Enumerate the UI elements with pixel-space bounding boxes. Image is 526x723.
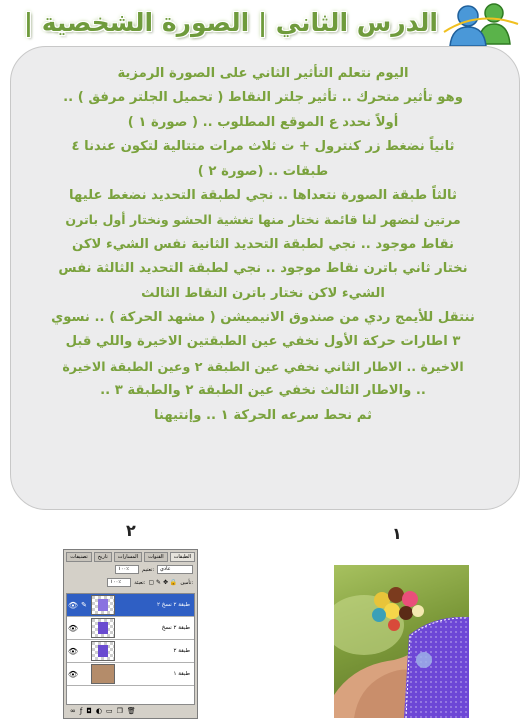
tab-styles[interactable]: تصنيفات: [66, 552, 92, 562]
brush-icon: ✎: [81, 601, 87, 609]
messenger-buddies-icon: [438, 2, 520, 46]
lesson-line: ثانياً نضغط زر كنترول + ت ثلاث مرات متتالية لتكون عندنا ٤: [71, 139, 455, 155]
lesson-line: مرتين لتضهر لنا قائمة نختار منها تغشية الحشو ونختار أول باترن: [65, 212, 461, 228]
layer-name: طبقة ٢ نسخ ٢: [157, 602, 190, 608]
layer-row[interactable]: [67, 594, 194, 617]
lesson-line: ننتقل للأيمج ردي من صندوق الانيميشن ( مشهد الحركة ) .. نسوي: [51, 310, 475, 326]
layer-row[interactable]: [67, 640, 194, 663]
lesson-line: وهو تأثير متحرك .. تأثير جلتر النقاط ( تحميل الجلتر مرفق ) ..: [63, 90, 463, 106]
layer-row[interactable]: [67, 617, 194, 640]
photo-illustration: [334, 565, 469, 718]
tab-history[interactable]: تاريخ: [94, 552, 112, 562]
new-layer-icon[interactable]: ❐: [116, 707, 123, 715]
lesson-line: اليوم نتعلم التأثير الثاني على الصورة الرمزية: [117, 66, 409, 81]
mask-icon[interactable]: ◘: [86, 707, 92, 715]
layer-name: طبقة ٢: [173, 648, 190, 654]
layer-name: طبقة ١: [173, 671, 190, 677]
layers-list: [66, 593, 195, 705]
figure-label-1: ١: [392, 524, 402, 543]
lesson-line: الشيء لاكن نختار باترن النقاط الثالث: [141, 285, 385, 301]
lesson-line: أولاً نحدد ع الموقع المطلوب .. ( صورة ١ ): [127, 114, 399, 130]
adjustment-icon[interactable]: ◐: [95, 707, 102, 715]
lock-icon[interactable]: ▢ ✎ ✥ 🔒: [148, 579, 178, 586]
lock-row: [68, 578, 193, 587]
eye-icon[interactable]: 👁: [67, 669, 79, 679]
link-icon[interactable]: ∞: [70, 707, 76, 715]
layer-row[interactable]: [67, 663, 194, 686]
lesson-line: نختار ثاني باترن نقاط موجود .. نجي لطبقة التحديد الثالثة نفس: [58, 261, 468, 277]
blend-row: [68, 565, 193, 574]
panel-toolbar: [66, 706, 195, 716]
trash-icon[interactable]: 🗑: [126, 707, 136, 715]
lock-label: تأمين:: [180, 579, 193, 586]
opacity-input[interactable]: ١٠٠٪: [115, 565, 139, 574]
figure-label-2: ٢: [126, 521, 136, 540]
fx-icon[interactable]: ƒ: [79, 707, 83, 715]
layer-name: طبقة ٢ نسخ: [161, 625, 190, 631]
figure-2-layers-panel: [63, 549, 198, 719]
panel-tabs: [66, 552, 195, 562]
folder-icon[interactable]: ▭: [105, 707, 113, 715]
lesson-body: [12, 62, 514, 428]
lesson-line: ثم نحط سرعه الحركة ١ .. وإنتيهنا: [153, 407, 372, 423]
tab-channels[interactable]: القنوات: [144, 552, 168, 562]
fill-input[interactable]: ١٠٠٪: [107, 578, 131, 587]
lesson-line: الاخيرة .. الاطار الثاني نخفي عين الطبقة ٢ وعين الطبقة الاخيرة: [62, 358, 464, 374]
figure-1-photo: [334, 565, 469, 718]
eye-icon[interactable]: 👁: [67, 600, 79, 610]
layer-thumbnail: [91, 595, 115, 615]
lesson-line: طبقات .. (صورة ٢ ): [197, 163, 329, 179]
fill-label: تعبئة:: [134, 579, 146, 586]
layer-thumbnail: [91, 664, 115, 684]
tab-layers[interactable]: الطبقات: [170, 552, 195, 562]
blend-mode-select[interactable]: عادي: [157, 565, 193, 574]
layer-thumbnail: [91, 618, 115, 638]
lesson-line: ثالثاً طبقة الصورة نتعداها .. نجي لطبقة التحديد نضغط عليها: [69, 188, 457, 204]
opacity-label: تعتيم:: [142, 566, 154, 573]
layer-thumbnail: [91, 641, 115, 661]
lesson-title: الدرس الثاني | الصورة الشخصية |: [23, 8, 438, 37]
lesson-line: ٣ اطارات حركة الأول نخفي عين الطبقتين الاخيرة واللي قبل: [65, 334, 461, 350]
tab-paths[interactable]: المسارات: [114, 552, 142, 562]
eye-icon[interactable]: 👁: [67, 646, 79, 656]
eye-icon[interactable]: 👁: [67, 623, 79, 633]
lesson-line: .. والاطار الثالث نخفي عين الطبقة ٢ والطبقة ٣ ..: [100, 383, 426, 399]
lesson-line: نقاط موجود .. نجي لطبقة التحديد الثانية نفس الشيء لاكن: [72, 236, 454, 252]
